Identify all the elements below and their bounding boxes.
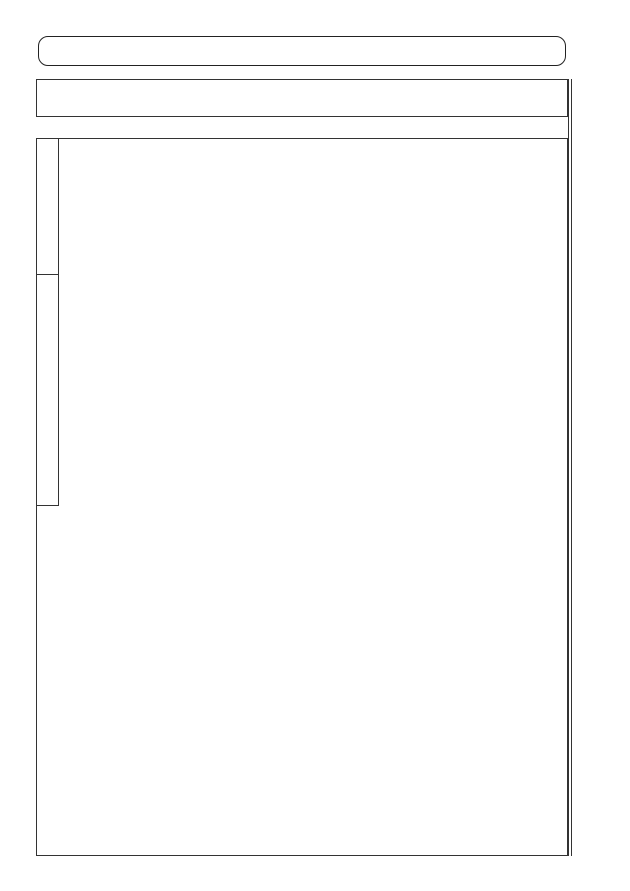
barcode-strip	[568, 79, 572, 856]
satisfaction-section-label	[37, 275, 59, 506]
page-title	[38, 36, 566, 66]
survey-form	[36, 138, 568, 856]
intro-text	[36, 79, 568, 117]
basic-section-label	[37, 139, 59, 275]
